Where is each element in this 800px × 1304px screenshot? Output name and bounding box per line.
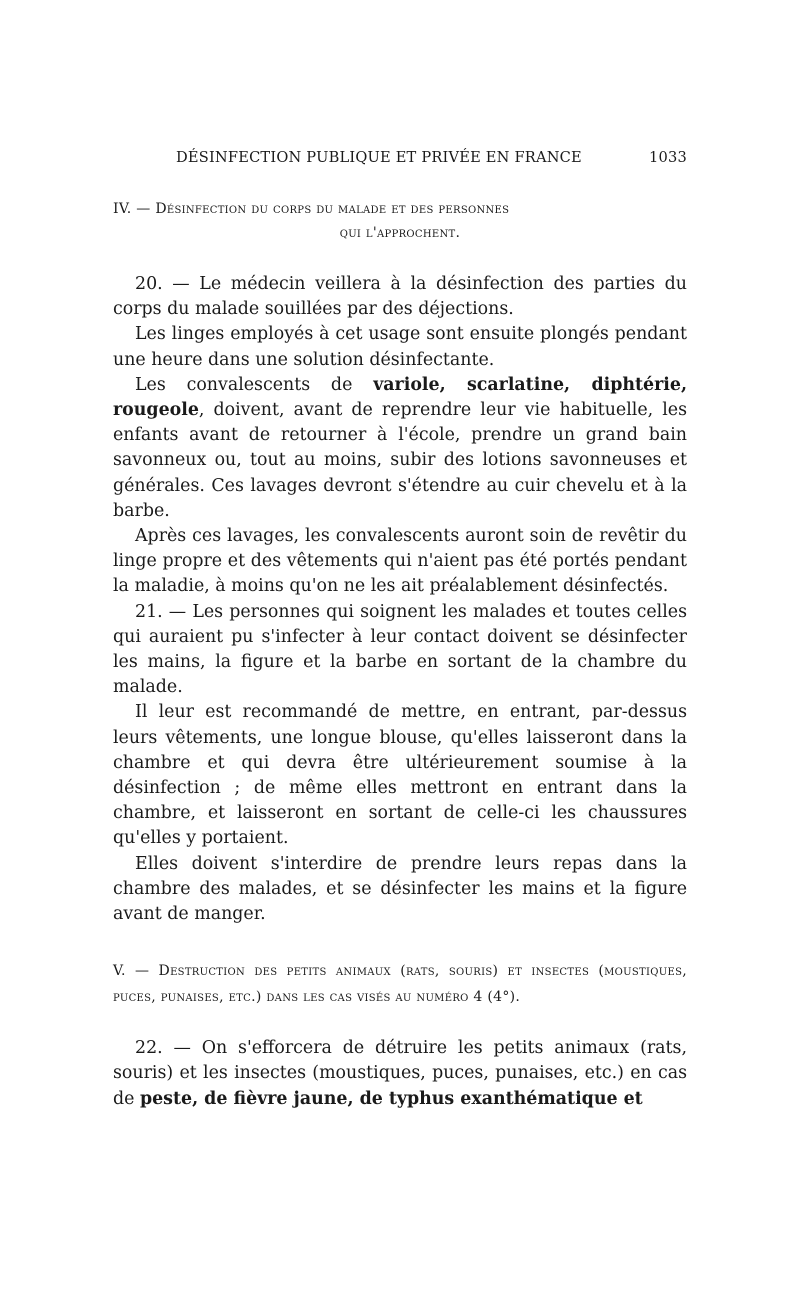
paragraph-22-diseases: peste, de fièvre jaune, de typhus exanthématique et bbox=[139, 1088, 643, 1109]
paragraph-apres: Après ces lavages, les convalescents auront soin de revêtir du linge propre et des vêtements qui n'aient pas été portés pendant la maladie, à moins qu'on ne les ait préalablement désinfectés. bbox=[113, 526, 687, 597]
paragraph-21: 21. — Les personnes qui soignent les malades et toutes celles qui auraient pu s'infecter à leur contact doivent se désinfecter les mains, la figure et la barbe en sortant de la chambre du malade. bbox=[113, 601, 687, 698]
book-page bbox=[113, 143, 687, 1112]
running-head bbox=[113, 143, 687, 173]
paragraph-20: 20. — Le médecin veillera à la désinfection des parties du corps du malade souillées par des déjections. bbox=[113, 274, 687, 320]
diseases-list: variole, scarlatine, diphtérie, rougeole bbox=[113, 374, 687, 421]
section-v-heading: V. — Destruction des petits animaux (rats, souris) et insectes (moustiques, puces, punaises, etc.) dans les cas visés au numéro 4 (4°). bbox=[113, 963, 687, 1005]
paragraph-22 bbox=[113, 1036, 687, 1112]
paragraph-blouse: Il leur est recommandé de mettre, en entrant, par-dessus leurs vêtements, une longue blouse, qu'elles laisseront dans la chambre et qui devra être ultérieurement soumise à la désinfection ; de même elles mettront en entrant dans la chambre, et laisseront en sortant de celle-ci les chaussures qu'elles y portaient. bbox=[113, 702, 687, 849]
section-iv-body bbox=[113, 272, 687, 927]
paragraph-linges: Les linges employés à cet usage sont ensuite plongés pendant une heure dans une solution désinfectante. bbox=[113, 324, 687, 370]
section-v-body bbox=[113, 1036, 687, 1112]
page-number: 1033 bbox=[649, 149, 687, 166]
running-head-title: DÉSINFECTION PUBLIQUE ET PRIVÉE EN FRANCE bbox=[176, 149, 582, 166]
paragraph-repas: Elles doivent s'interdire de prendre leurs repas dans la chambre des malades, et se désinfecter les mains et la figure avant de manger. bbox=[113, 853, 687, 925]
paragraph-22-pre: 22. — On s'efforcera de détruire les petits animaux (rats, souris) et les insectes (moustiques, puces, punaises, etc.) en cas de bbox=[113, 1038, 687, 1109]
section-iv-heading-line2: qui l'approchent. bbox=[339, 225, 461, 241]
paragraph-convalescents-pre: Les convalescents de bbox=[135, 374, 374, 395]
paragraph-convalescents-post: , doivent, avant de reprendre leur vie habituelle, les enfants avant de retourner à l'école, prendre un grand bain savonneux ou, tout au moins, subir des lotions savonneuses et générales. Ces lavages devront s'étendre au cuir chevelu et à la barbe. bbox=[113, 400, 687, 521]
paragraph-convalescents bbox=[113, 373, 687, 524]
section-iv-heading-line1: IV. — Désinfection du corps du malade et des personnes bbox=[113, 201, 510, 217]
section-iv-heading bbox=[113, 197, 687, 245]
